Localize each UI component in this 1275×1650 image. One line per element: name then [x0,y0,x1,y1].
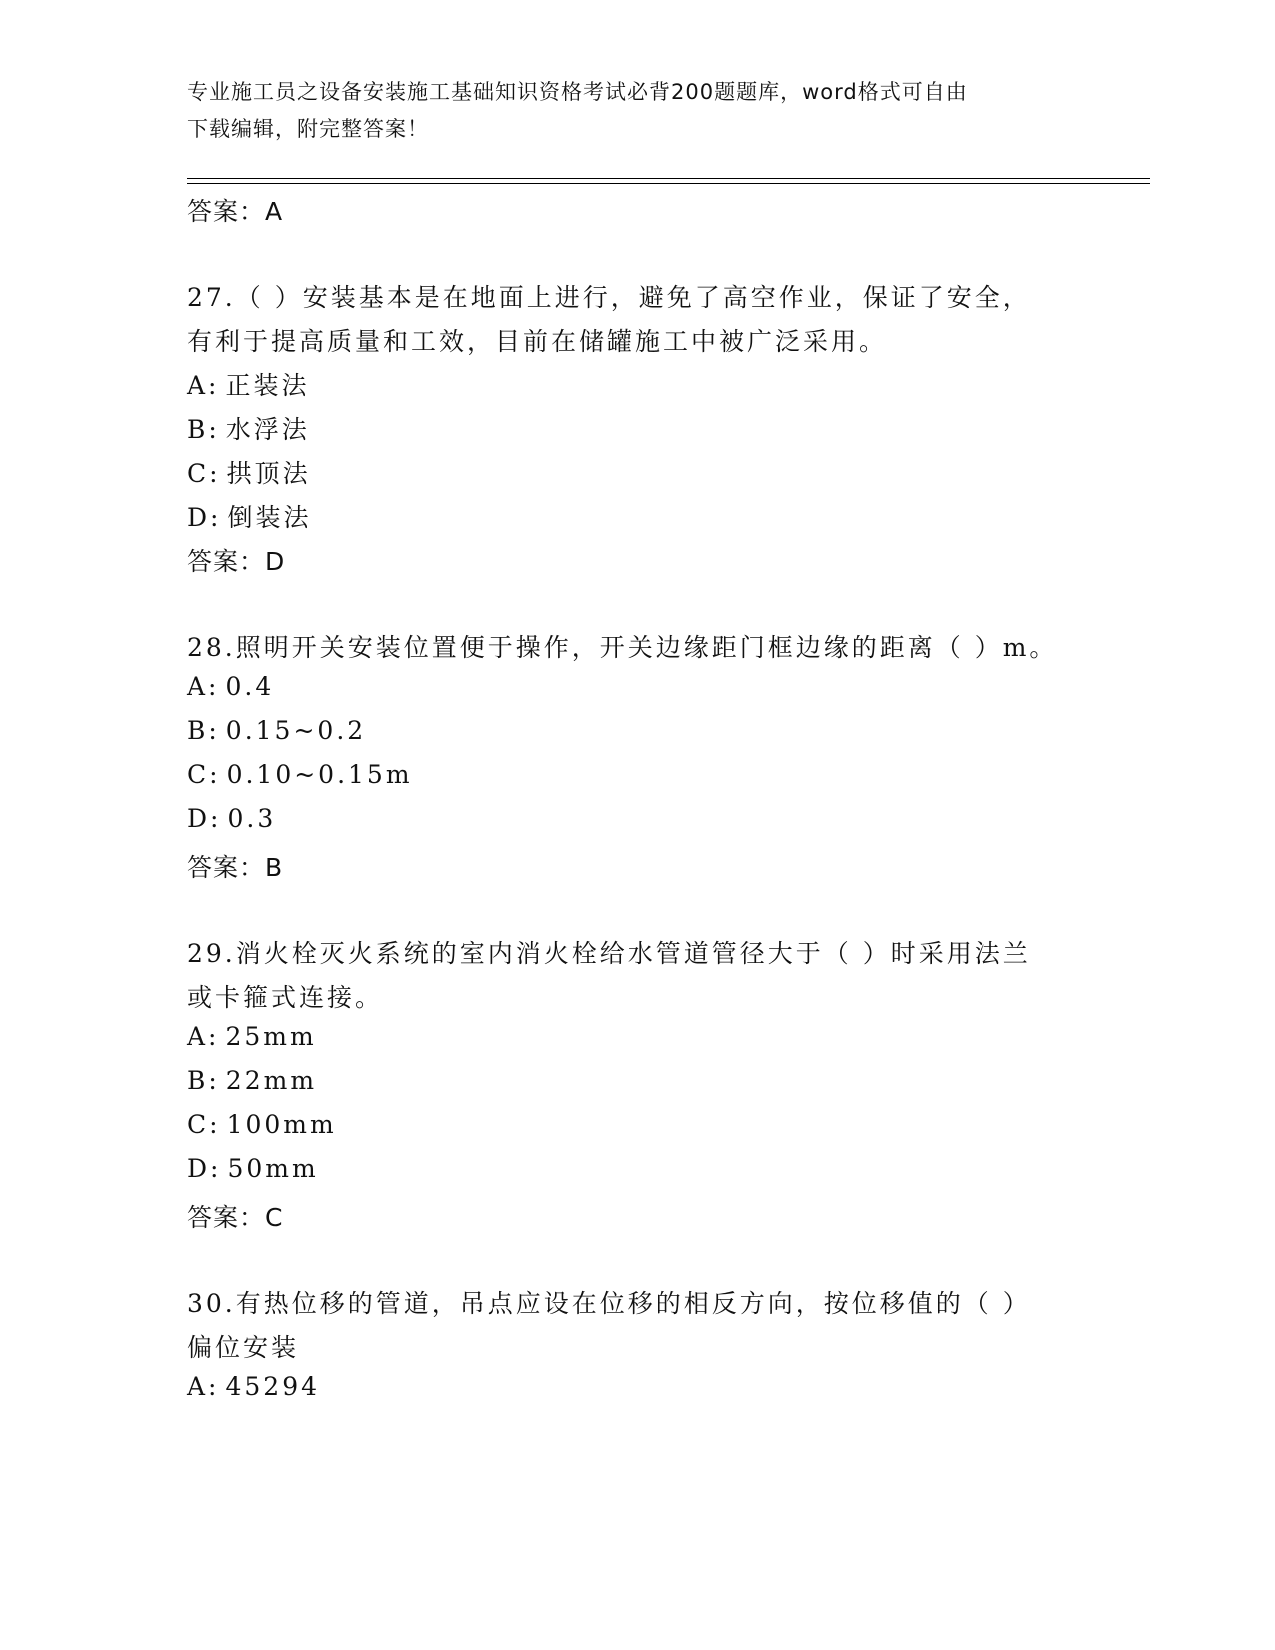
option-text: 水浮法 [225,415,310,444]
option-text: 45294 [225,1372,321,1401]
option-key: D: [187,1154,222,1183]
option-text: 正装法 [225,371,310,400]
question-29-stem-line-2: 或卡箍式连接。 [187,983,384,1012]
question-30-option-a [187,1372,320,1401]
question-28-option-d [187,804,276,833]
option-key: C: [187,1110,221,1139]
option-key: B: [187,1066,220,1095]
option-key: A: [187,672,220,701]
option-key: C: [187,459,221,488]
option-key: A: [187,1022,220,1051]
question-28-stem-line-1: 28.照明开关安装位置便于操作，开关边缘距门框边缘的距离（ ）m。 [187,633,1058,662]
question-29-option-a [187,1022,317,1051]
question-27-stem-line-1: 27.（ ）安装基本是在地面上进行，避免了高空作业，保证了安全， [187,283,1031,312]
header-divider-top [187,178,1150,179]
option-key: A: [187,371,220,400]
question-29-answer: 答案：C [187,1203,284,1232]
header-line-1: 专业施工员之设备安装施工基础知识资格考试必背200题题库，word格式可自由 [187,80,968,104]
document-header [187,74,1087,148]
question-28-option-a [187,672,274,701]
question-29-stem-line-1: 29.消火栓灭火系统的室内消火栓给水管道管径大于（ ）时采用法兰 [187,939,1031,968]
option-key: B: [187,716,220,745]
question-27-option-d [187,498,311,534]
question-28-option-c [187,760,413,789]
option-text: 22mm [225,1066,318,1095]
question-30-stem-line-2: 偏位安装 [187,1333,300,1362]
question-27-option-b [187,410,310,446]
question-28-option-b [187,716,366,745]
question-29-option-d [187,1154,319,1183]
question-29-option-c [187,1110,337,1139]
option-text: 50mm [227,1154,319,1183]
option-key: D: [187,503,222,532]
option-text: 25mm [225,1022,317,1051]
previous-answer: 答案：A [187,197,284,226]
option-text: 0.3 [227,804,277,833]
option-text: 倒装法 [227,503,312,532]
question-27-option-a [187,366,310,402]
option-text: 0.10~0.15m [226,760,413,789]
option-text: 100mm [226,1110,337,1139]
option-key: A: [187,1372,220,1401]
option-key: B: [187,415,220,444]
option-text: 拱顶法 [226,459,311,488]
option-key: C: [187,760,221,789]
option-text: 0.4 [225,672,275,701]
option-text: 0.15~0.2 [225,716,367,745]
header-divider-bottom [187,183,1150,184]
option-key: D: [187,804,222,833]
question-28-answer: 答案：B [187,853,284,882]
question-30-stem-line-1: 30.有热位移的管道，吊点应设在位移的相反方向，按位移值的（ ） [187,1289,1031,1318]
question-27-answer: 答案：D [187,547,286,576]
question-27-option-c [187,454,311,490]
question-27-stem-line-2: 有利于提高质量和工效，目前在储罐施工中被广泛采用。 [187,327,888,356]
header-line-2: 下载编辑，附完整答案！ [187,117,429,141]
question-29-option-b [187,1066,317,1095]
